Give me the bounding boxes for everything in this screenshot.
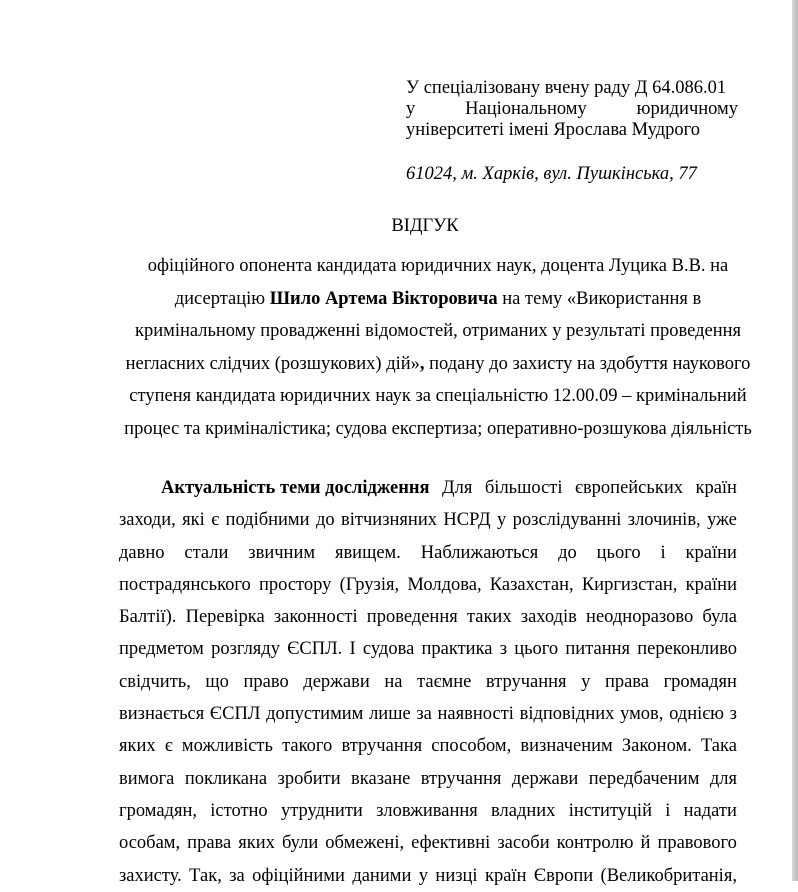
word: зловживання (376, 800, 478, 821)
word: з (729, 704, 737, 725)
word: Балтії). (119, 607, 177, 628)
word: втручання (485, 671, 567, 692)
paragraph-line (119, 472, 737, 504)
word: заходи, (119, 510, 176, 531)
word: можливість (181, 736, 273, 757)
word: до (315, 510, 335, 531)
word: проведення (366, 607, 458, 628)
word: вітчизняних (341, 510, 437, 531)
addressee-word: Національному (465, 99, 587, 119)
subject-line-1: офіційного опонента кандидата юридичних наук, доцента Луцика В.В. на (147, 256, 729, 276)
word: однією (669, 704, 724, 725)
word: засоби (497, 833, 550, 854)
word: надати (683, 800, 737, 821)
paragraph-line (119, 633, 737, 665)
word: контролю (556, 833, 634, 854)
word: Для (442, 478, 473, 498)
word: І (349, 639, 356, 660)
word: з (499, 639, 508, 660)
subject-line-4 (118, 348, 758, 381)
word: права (187, 833, 232, 854)
word: низці (435, 865, 478, 886)
word: країни (685, 542, 737, 563)
word: зробити (277, 768, 341, 789)
word: на (384, 671, 403, 692)
subject-text: на тему «Використання в (497, 288, 702, 309)
word: визначеним (520, 736, 613, 757)
word: у (418, 865, 429, 886)
word: за (416, 704, 432, 725)
word: передбаченим (588, 768, 700, 789)
paragraph-line (119, 763, 737, 795)
word: вказане (351, 768, 411, 789)
body-paragraph (119, 472, 737, 892)
word: громадян, (119, 800, 197, 821)
subject-line-5: ступеня кандидата юридичних наук за спеціальністю 12.00.09 – кримінальний (129, 386, 747, 406)
word: країн (484, 865, 527, 886)
word: простору (258, 574, 332, 595)
word: пострадянського (119, 574, 251, 595)
subject-text: негласних слідчих (розшукових) дій» (125, 353, 420, 374)
word: у (497, 510, 507, 531)
review-subject (118, 250, 758, 445)
addressee-line-2 (406, 99, 738, 120)
word: для (709, 768, 737, 789)
word: до (558, 542, 577, 563)
word: були (281, 833, 319, 854)
word: заходів (520, 607, 577, 628)
subject-line-3: кримінальному провадженні відомостей, отриманих у результаті проведення (134, 321, 742, 341)
paragraph-line (119, 698, 737, 730)
paragraph-line (119, 569, 737, 601)
word: покликана (184, 768, 268, 789)
word: країни (685, 574, 737, 595)
word: (Грузія, (339, 574, 400, 595)
word: право (243, 671, 289, 692)
word: переконливо (637, 639, 737, 660)
word: НСРД (443, 510, 491, 531)
word: лише (369, 704, 411, 725)
addressee-word: юридичному (636, 99, 738, 119)
word: ЄСПЛ. (287, 639, 343, 660)
subject-text: подану до захисту на здобуття наукового (424, 353, 751, 374)
word: громадян (663, 671, 737, 692)
word: ефективні (411, 833, 491, 854)
word: умов, (620, 704, 664, 725)
word: обмежені, (325, 833, 405, 854)
word: питання (565, 639, 631, 660)
word: інституцій (568, 800, 652, 821)
word: таємне (417, 671, 472, 692)
word: європейських (575, 478, 683, 498)
word: держави (303, 671, 370, 692)
word: Європи (533, 865, 594, 886)
word: визнається (119, 704, 205, 725)
paragraph-line (119, 827, 737, 859)
word: неодноразово (586, 607, 694, 628)
word: Перевірка (185, 607, 265, 628)
word: і (660, 542, 666, 563)
word: Наближаються (420, 542, 539, 563)
word: законності (273, 607, 358, 628)
word: є (211, 510, 220, 531)
word: злочинів, (627, 510, 701, 531)
document-title: ВІДГУК (391, 216, 459, 236)
word: яких (119, 736, 156, 757)
word: уже (707, 510, 737, 531)
word: особам, (119, 833, 181, 854)
word: предметом (119, 639, 204, 660)
word: у (581, 671, 591, 692)
word: Така (700, 736, 737, 757)
word: Молдова, (407, 574, 482, 595)
word: захисту. (119, 865, 182, 886)
word: розгляду (211, 639, 280, 660)
subject-line-2 (118, 283, 758, 316)
paragraph-line (119, 537, 737, 569)
word: цього (514, 639, 559, 660)
addressee-block (406, 78, 738, 185)
word: стали (184, 542, 229, 563)
section-heading: Актуальність теми дослідження (161, 478, 430, 498)
word: Законом. (621, 736, 692, 757)
word: допустимим (266, 704, 364, 725)
paragraph-line (119, 504, 737, 536)
subject-comma: , (419, 353, 425, 374)
word: такого (282, 736, 333, 757)
word: правового (657, 833, 737, 854)
subject-line-6: процес та криміналістика; судова експертиза; оперативно-розшукова діяльність (124, 418, 752, 439)
word: звичним (248, 542, 316, 563)
word: Так, (189, 865, 222, 886)
word: способом, (431, 736, 512, 757)
word: явищем. (334, 542, 401, 563)
word: за (229, 865, 245, 886)
word: й (640, 833, 651, 854)
word: вимога (119, 768, 175, 789)
paragraph-line (119, 666, 737, 698)
word: ЄСПЛ (209, 704, 261, 725)
word: більшості (484, 478, 563, 498)
word: практика (421, 639, 493, 660)
word: свідчить, (119, 671, 191, 692)
word: утруднити (280, 800, 363, 821)
subject-text: дисертацію (174, 288, 270, 309)
candidate-name: Шило Артема Вікторовича (269, 288, 498, 309)
word: даними (352, 865, 412, 886)
word: владних (491, 800, 556, 821)
word: яких (238, 833, 275, 854)
word: давно (119, 542, 165, 563)
word: (Великобританія, (600, 865, 737, 886)
paragraph-line (119, 860, 737, 892)
word: Киргизстан, (581, 574, 678, 595)
word: права (604, 671, 650, 692)
word: втручання (341, 736, 423, 757)
word: Казахстан, (489, 574, 574, 595)
addressee-location: 61024, м. Харків, вул. Пушкінська, 77 (406, 164, 697, 184)
word: країн (695, 478, 737, 498)
word: є (164, 736, 173, 757)
word: цього (596, 542, 641, 563)
viewer-edge (792, 0, 798, 881)
paragraph-line (119, 601, 737, 633)
word: була (702, 607, 737, 628)
addressee-line-1: У спеціалізовану вчену раду Д 64.086.01 (406, 78, 727, 98)
word: що (205, 671, 229, 692)
paragraph-line (119, 730, 737, 762)
word: і (665, 800, 671, 821)
word: відповідних (519, 704, 615, 725)
addressee-word: у (406, 99, 416, 119)
word: розслідуванні (512, 510, 622, 531)
paragraph-line (119, 795, 737, 827)
word: офіційними (252, 865, 345, 886)
word: таких (466, 607, 512, 628)
word: які (182, 510, 205, 531)
word: держави (511, 768, 579, 789)
word: наявності (437, 704, 514, 725)
word: втручання (420, 768, 502, 789)
word: істотно (210, 800, 268, 821)
word: судова (362, 639, 415, 660)
word: подібними (225, 510, 310, 531)
addressee-line-3: університеті імені Ярослава Мудрого (406, 120, 701, 140)
